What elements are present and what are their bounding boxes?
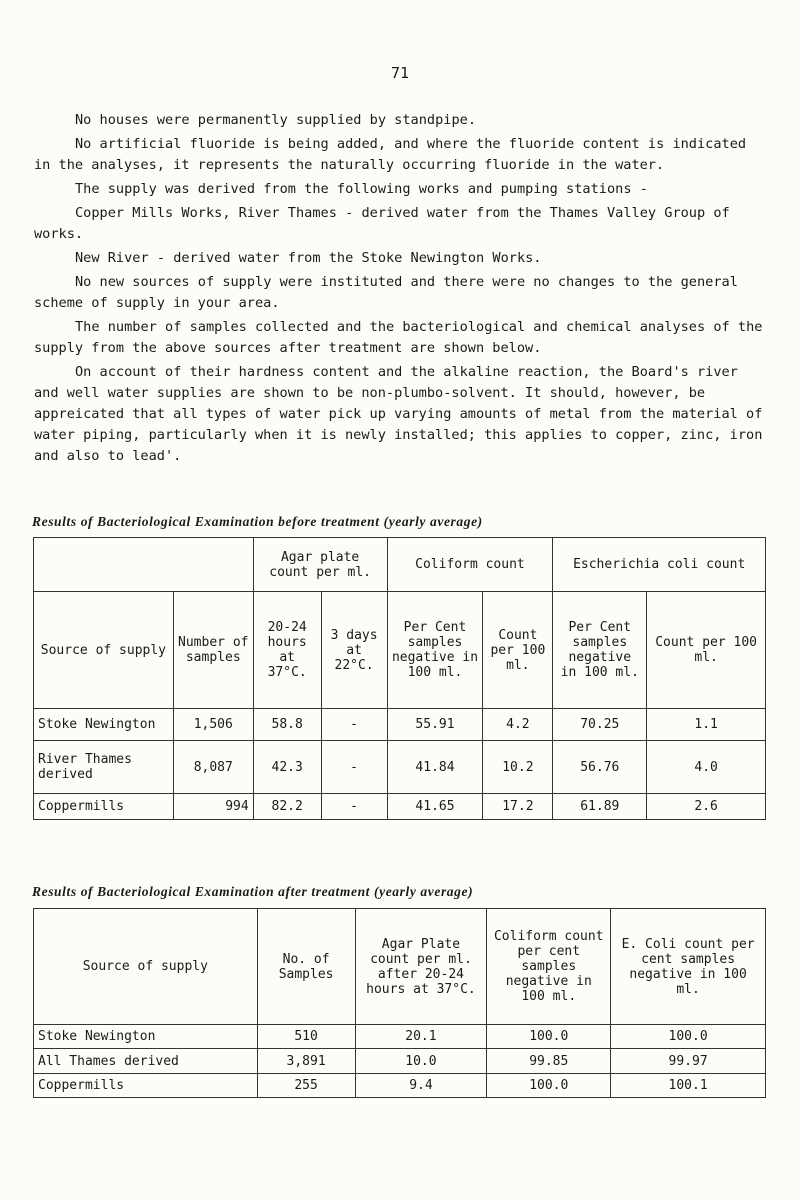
paragraph: Copper Mills Works, River Thames - derived water from the Thames Valley Group of works. xyxy=(34,205,730,242)
cell-ecoli-percent: 61.89 xyxy=(553,794,647,820)
cell-source: Stoke Newington xyxy=(34,709,174,741)
table-row xyxy=(34,1074,766,1098)
paragraph: On account of their hardness content and the alkaline reaction, the Board's river and well water supplies are shown to be non-plumbo-solvent. It should, however, be appreicated that all types of water pick up varying amounts of metal from the material of water piping, particularly when it is newly installed; this applies to copper, zinc, iron and also to lead'. xyxy=(34,364,763,464)
cell-agar: 10.0 xyxy=(355,1049,487,1074)
cell-samples: 8,087 xyxy=(173,741,253,794)
cell-agar: 20.1 xyxy=(355,1025,487,1049)
cell-coliform-count: 17.2 xyxy=(483,794,553,820)
cell-source: All Thames derived xyxy=(34,1049,258,1074)
table-row xyxy=(34,709,766,741)
cell-ecoli: 99.97 xyxy=(611,1049,766,1074)
cell-samples: 3,891 xyxy=(257,1049,355,1074)
table-row xyxy=(34,741,766,794)
table1-caption: Results of Bacteriological Examination before treatment (yearly average) xyxy=(32,514,483,529)
paragraph: No new sources of supply were instituted and there were no changes to the general scheme of supply in your area. xyxy=(34,274,738,311)
cell-coliform: 100.0 xyxy=(487,1025,611,1049)
ecoli-group-header: Escherichia coli count xyxy=(553,538,766,592)
table-row xyxy=(34,794,766,820)
paragraph: New River - derived water from the Stoke Newington Works. xyxy=(75,250,542,266)
cell-samples: 510 xyxy=(257,1025,355,1049)
cell-source: River Thames derived xyxy=(34,741,174,794)
cell-hours: 82.2 xyxy=(253,794,321,820)
table-row xyxy=(34,1049,766,1074)
agar-plate-header: Agar Plate count per ml. after 20-24 hours at 37°C. xyxy=(355,909,487,1025)
source-header: Source of supply xyxy=(34,592,174,709)
days-22c-header: 3 days at 22°C. xyxy=(321,592,387,709)
agar-plate-group-header: Agar plate count per ml. xyxy=(253,538,387,592)
cell-samples: 994 xyxy=(173,794,253,820)
cell-ecoli-percent: 56.76 xyxy=(553,741,647,794)
paragraph: The number of samples collected and the bacteriological and chemical analyses of the supply from the above sources after treatment are shown below. xyxy=(34,319,763,356)
cell-days: - xyxy=(321,794,387,820)
hours-37c-header: 20-24 hours at 37°C. xyxy=(253,592,321,709)
coliform-group-header: Coliform count xyxy=(387,538,553,592)
coliform-header: Coliform count per cent samples negative in 100 ml. xyxy=(487,909,611,1025)
paragraph: No houses were permanently supplied by standpipe. xyxy=(75,112,477,128)
cell-ecoli-percent: 70.25 xyxy=(553,709,647,741)
coliform-count-header: Count per 100 ml. xyxy=(483,592,553,709)
cell-days: - xyxy=(321,741,387,794)
cell-ecoli-count: 1.1 xyxy=(647,709,766,741)
cell-ecoli: 100.1 xyxy=(611,1074,766,1098)
cell-coliform-count: 4.2 xyxy=(483,709,553,741)
paragraph: No artificial fluoride is being added, and where the fluoride content is indicated in the analyses, it represents the naturally occurring fluoride in the water. xyxy=(34,136,747,173)
body-text xyxy=(34,110,770,470)
ecoli-count-header: Count per 100 ml. xyxy=(647,592,766,709)
blank-header-cell xyxy=(34,538,254,592)
cell-samples: 1,506 xyxy=(173,709,253,741)
table2-caption: Results of Bacteriological Examination after treatment (yearly average) xyxy=(32,884,474,899)
cell-ecoli: 100.0 xyxy=(611,1025,766,1049)
cell-hours: 58.8 xyxy=(253,709,321,741)
cell-source: Coppermills xyxy=(34,1074,258,1098)
cell-coliform-percent: 41.65 xyxy=(387,794,483,820)
cell-days: - xyxy=(321,709,387,741)
cell-source: Coppermills xyxy=(34,794,174,820)
samples-header: No. of Samples xyxy=(257,909,355,1025)
source-header: Source of supply xyxy=(34,909,258,1025)
cell-ecoli-count: 4.0 xyxy=(647,741,766,794)
cell-ecoli-count: 2.6 xyxy=(647,794,766,820)
paragraph: The supply was derived from the following works and pumping stations - xyxy=(75,181,648,197)
ecoli-percent-header: Per Cent samples negative in 100 ml. xyxy=(553,592,647,709)
cell-coliform-percent: 41.84 xyxy=(387,741,483,794)
ecoli-header: E. Coli count per cent samples negative in 100 ml. xyxy=(611,909,766,1025)
before-treatment-table xyxy=(33,537,766,820)
cell-coliform-count: 10.2 xyxy=(483,741,553,794)
cell-samples: 255 xyxy=(257,1074,355,1098)
page-number: 71 xyxy=(390,64,410,82)
cell-coliform: 99.85 xyxy=(487,1049,611,1074)
cell-source: Stoke Newington xyxy=(34,1025,258,1049)
coliform-percent-header: Per Cent samples negative in 100 ml. xyxy=(387,592,483,709)
cell-coliform-percent: 55.91 xyxy=(387,709,483,741)
cell-hours: 42.3 xyxy=(253,741,321,794)
cell-coliform: 100.0 xyxy=(487,1074,611,1098)
table-row xyxy=(34,1025,766,1049)
after-treatment-table xyxy=(33,908,766,1098)
cell-agar: 9.4 xyxy=(355,1074,487,1098)
samples-header: Number of samples xyxy=(173,592,253,709)
